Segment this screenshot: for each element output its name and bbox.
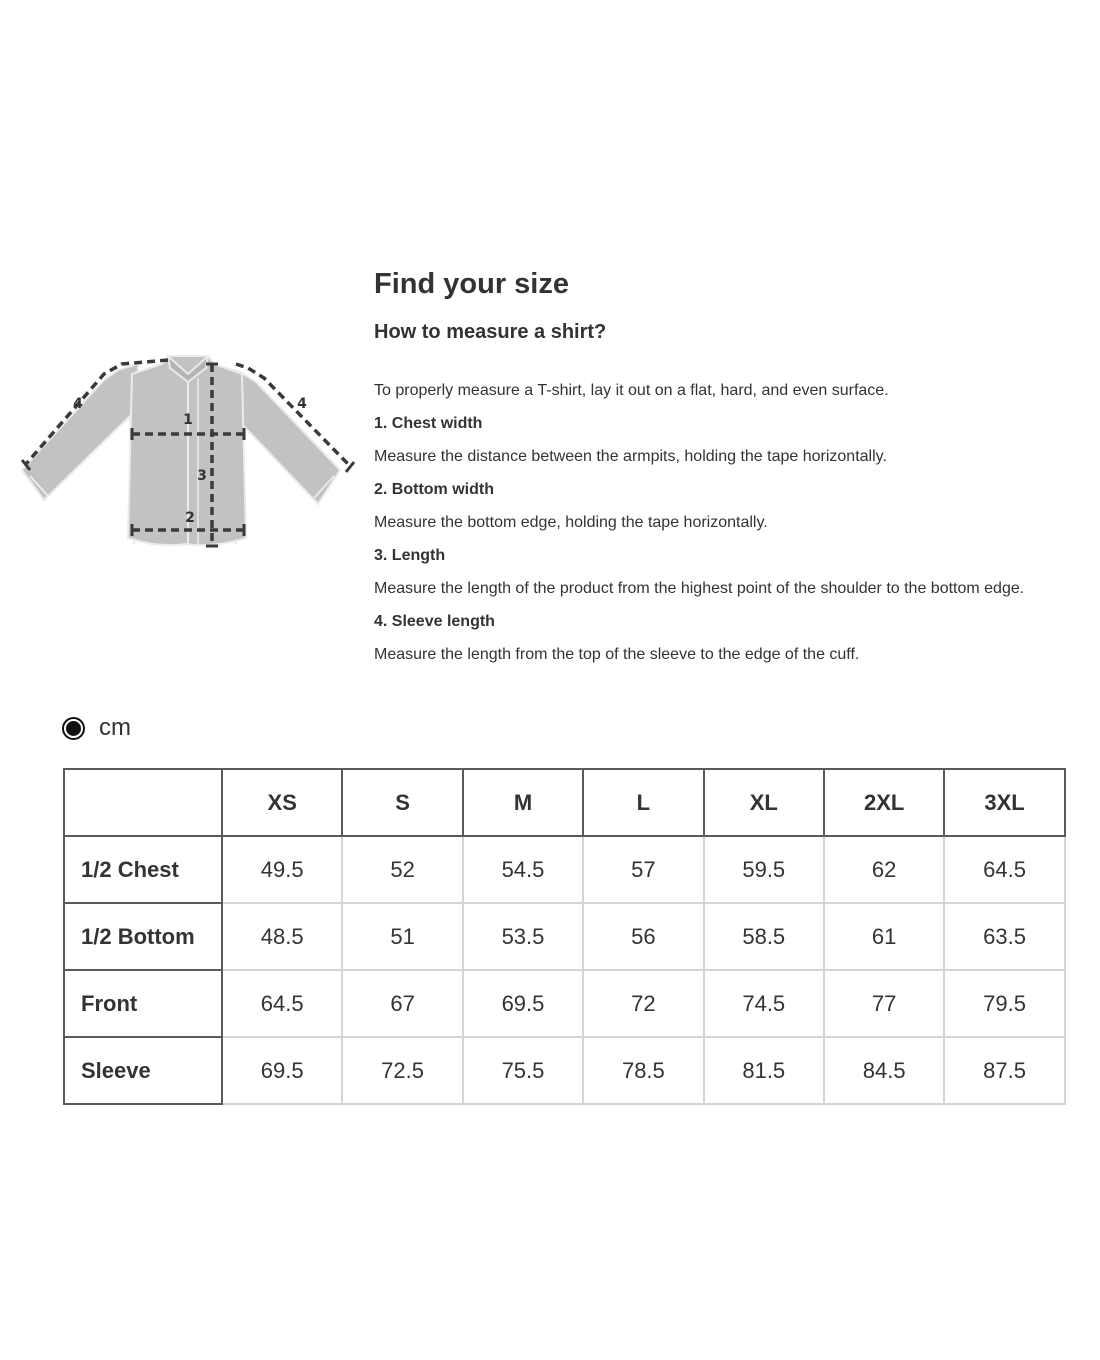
- table-cell: 87.5: [944, 1037, 1064, 1104]
- table-cell: 75.5: [463, 1037, 583, 1104]
- table-cell: 57: [583, 836, 703, 903]
- table-cell: 62: [824, 836, 944, 903]
- step-length-desc: Measure the length of the product from the highest point of the shoulder to the bottom edge.: [374, 580, 1025, 597]
- table-cell: 48.5: [222, 903, 342, 970]
- unit-cm-label: cm: [99, 714, 131, 741]
- table-cell: 52: [342, 836, 462, 903]
- table-cell: 67: [342, 970, 462, 1037]
- table-cell: 59.5: [704, 836, 824, 903]
- table-cell: 56: [583, 903, 703, 970]
- step-sleeve-title: 4. Sleeve length: [374, 613, 495, 630]
- table-cell: 61: [824, 903, 944, 970]
- size-table: [63, 768, 1066, 1105]
- table-row: [64, 1037, 1065, 1104]
- size-header: S: [342, 769, 462, 836]
- table-cell: 58.5: [704, 903, 824, 970]
- table-row: [64, 903, 1065, 970]
- table-row: [64, 836, 1065, 903]
- page-title: Find your size: [374, 268, 569, 300]
- step-length-title: 3. Length: [374, 547, 446, 564]
- step-chest-desc: Measure the distance between the armpits, holding the tape horizontally.: [374, 448, 887, 465]
- table-cell: 54.5: [463, 836, 583, 903]
- table-row: [64, 970, 1065, 1037]
- section-subtitle: How to measure a shirt?: [374, 321, 607, 343]
- right-sleeve-measure-label: 4: [297, 396, 307, 412]
- length-measure-label: 3: [197, 468, 207, 484]
- size-header: XL: [704, 769, 824, 836]
- table-cell: 77: [824, 970, 944, 1037]
- table-cell: 79.5: [944, 970, 1064, 1037]
- step-chest-title: 1. Chest width: [374, 415, 483, 432]
- row-header: 1/2 Bottom: [64, 903, 222, 970]
- table-cell: 64.5: [222, 970, 342, 1037]
- measure-instructions: [374, 264, 1094, 666]
- table-cell: 63.5: [944, 903, 1064, 970]
- table-cell: 81.5: [704, 1037, 824, 1104]
- table-cell: 69.5: [222, 1037, 342, 1104]
- left-sleeve: [22, 364, 138, 544]
- unit-cm-radio[interactable]: [62, 717, 85, 740]
- table-cell: 69.5: [463, 970, 583, 1037]
- shirt-diagram: [18, 348, 360, 556]
- radio-selected-dot: [66, 721, 81, 736]
- table-cell: 49.5: [222, 836, 342, 903]
- step-bottom-desc: Measure the bottom edge, holding the tape horizontally.: [374, 514, 768, 531]
- step-bottom-title: 2. Bottom width: [374, 481, 494, 498]
- chest-measure-label: 1: [183, 412, 193, 428]
- corner-cell: [64, 769, 222, 836]
- table-cell: 74.5: [704, 970, 824, 1037]
- row-header: 1/2 Chest: [64, 836, 222, 903]
- table-header-row: [64, 769, 1065, 836]
- table-cell: 72.5: [342, 1037, 462, 1104]
- size-header: XS: [222, 769, 342, 836]
- table-cell: 53.5: [463, 903, 583, 970]
- bottom-measure-label: 2: [185, 510, 195, 526]
- table-cell: 72: [583, 970, 703, 1037]
- table-cell: 78.5: [583, 1037, 703, 1104]
- table-cell: 84.5: [824, 1037, 944, 1104]
- left-sleeve-measure-label: 4: [73, 396, 83, 412]
- step-sleeve-desc: Measure the length from the top of the sleeve to the edge of the cuff.: [374, 646, 860, 663]
- unit-selector[interactable]: [62, 712, 131, 744]
- size-header: M: [463, 769, 583, 836]
- intro-text: To properly measure a T-shirt, lay it out on a flat, hard, and even surface.: [374, 382, 889, 399]
- row-header: Front: [64, 970, 222, 1037]
- size-header: 3XL: [944, 769, 1064, 836]
- size-header: L: [583, 769, 703, 836]
- table-cell: 51: [342, 903, 462, 970]
- size-header: 2XL: [824, 769, 944, 836]
- row-header: Sleeve: [64, 1037, 222, 1104]
- table-cell: 64.5: [944, 836, 1064, 903]
